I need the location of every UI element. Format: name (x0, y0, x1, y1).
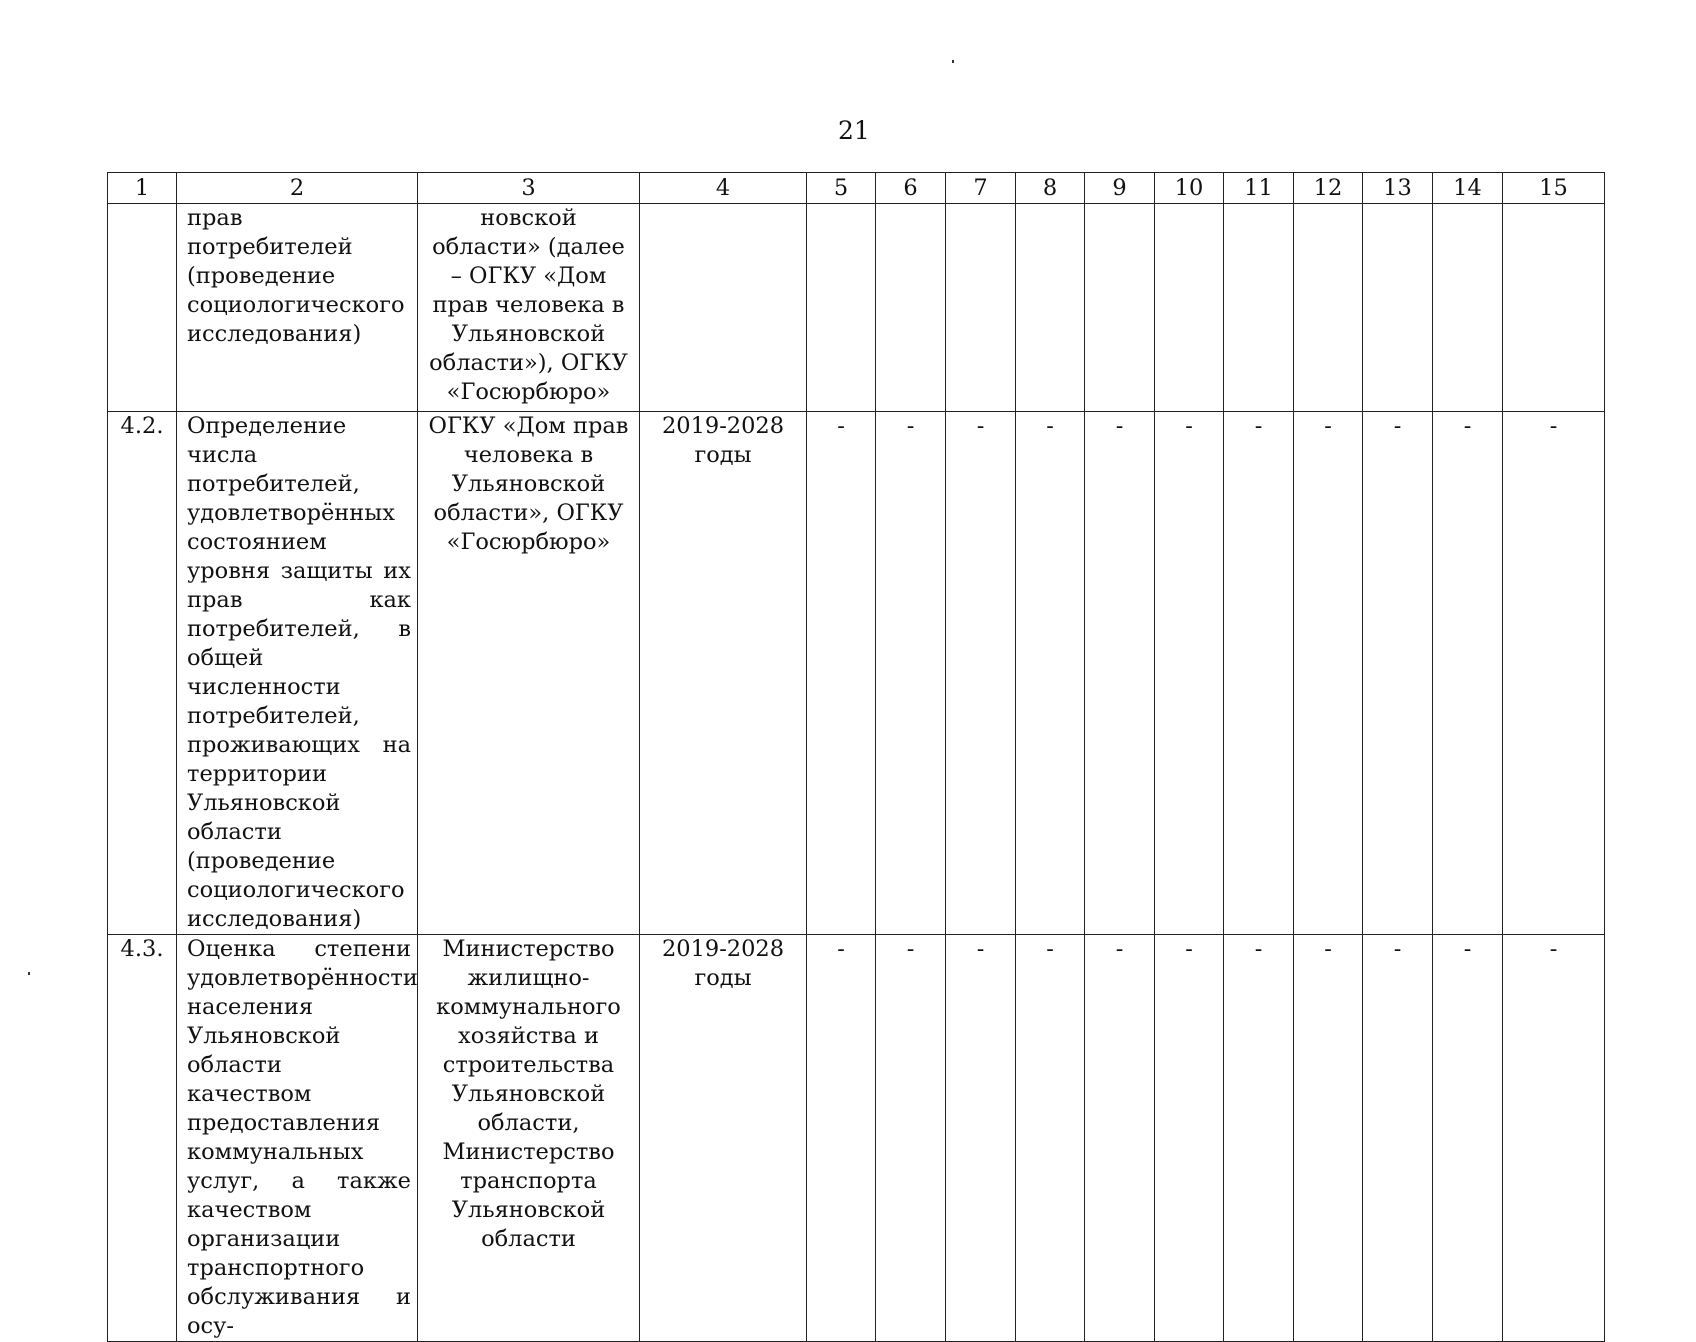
value-cell (1224, 204, 1294, 412)
value-cell: - (1294, 412, 1363, 935)
value-cell (946, 204, 1016, 412)
executor-cell: Министерство жилищно-коммунального хозяйства и строительства Ульяновской области, Министерство транспорта Ульяновской области (418, 935, 640, 1342)
value-cell: - (1503, 412, 1605, 935)
value-cell: - (1155, 935, 1224, 1342)
table-row (108, 935, 1605, 1342)
value-cell: - (807, 412, 876, 935)
activity-cell: Определение числа потребителей, удовлетворённых состоянием уровня защиты их прав как потребителей, в общей численности потребителей, проживающих на территории Ульяновской области (проведение социологического исследования) (177, 412, 418, 935)
value-cell: - (1503, 935, 1605, 1342)
period-cell: 2019-2028 годы (640, 935, 807, 1342)
value-cell: - (1155, 412, 1224, 935)
value-cell: - (1363, 935, 1433, 1342)
column-number-header: 6 (876, 173, 946, 204)
executor-cell: новской области» (далее – ОГКУ «Дом прав человека в Ульяновской области»), ОГКУ «Госюрбюро» (418, 204, 640, 412)
value-cell: - (1016, 412, 1085, 935)
executor-cell: ОГКУ «Дом прав человека в Ульяновской области», ОГКУ «Госюрбюро» (418, 412, 640, 935)
column-number-header: 1 (108, 173, 177, 204)
column-number-header: 15 (1503, 173, 1605, 204)
period-cell: 2019-2028 годы (640, 412, 807, 935)
value-cell (1294, 204, 1363, 412)
column-number-header: 7 (946, 173, 1016, 204)
column-number-header: 14 (1433, 173, 1503, 204)
value-cell: - (1085, 412, 1155, 935)
activity-cell: Оценка степени удовлетворённости населения Ульяновской области качеством предоставления коммунальных услуг, а также качеством организации транспортного обслуживания и осу- (177, 935, 418, 1342)
value-cell (1433, 204, 1503, 412)
value-cell: - (1294, 935, 1363, 1342)
value-cell: - (946, 935, 1016, 1342)
table-row (108, 204, 1605, 412)
value-cell: - (1016, 935, 1085, 1342)
row-number: 4.2. (108, 412, 177, 935)
activity-cell: прав потребителей (проведение социологического исследования) (177, 204, 418, 412)
program-table (107, 172, 1605, 1342)
value-cell: - (1433, 412, 1503, 935)
column-number-header: 4 (640, 173, 807, 204)
value-cell: - (1085, 935, 1155, 1342)
value-cell: - (946, 412, 1016, 935)
row-number: 4.3. (108, 935, 177, 1342)
value-cell: - (876, 935, 946, 1342)
column-number-header: 12 (1294, 173, 1363, 204)
period-cell (640, 204, 807, 412)
column-number-header: 2 (177, 173, 418, 204)
column-number-header: 8 (1016, 173, 1085, 204)
value-cell (1016, 204, 1085, 412)
value-cell: - (807, 935, 876, 1342)
value-cell (1085, 204, 1155, 412)
column-number-header: 13 (1363, 173, 1433, 204)
column-number-header: 5 (807, 173, 876, 204)
column-number-header: 11 (1224, 173, 1294, 204)
column-number-header: 3 (418, 173, 640, 204)
value-cell: - (1433, 935, 1503, 1342)
scan-speck (952, 60, 954, 63)
scan-speck (28, 972, 30, 975)
value-cell: - (876, 412, 946, 935)
value-cell (807, 204, 876, 412)
column-number-header: 9 (1085, 173, 1155, 204)
value-cell: - (1224, 935, 1294, 1342)
table-header-row (108, 173, 1605, 204)
value-cell (1155, 204, 1224, 412)
value-cell: - (1224, 412, 1294, 935)
value-cell (1363, 204, 1433, 412)
column-number-header: 10 (1155, 173, 1224, 204)
table-row (108, 412, 1605, 935)
value-cell (876, 204, 946, 412)
value-cell: - (1363, 412, 1433, 935)
page-number: 21 (838, 116, 870, 145)
row-number (108, 204, 177, 412)
value-cell (1503, 204, 1605, 412)
